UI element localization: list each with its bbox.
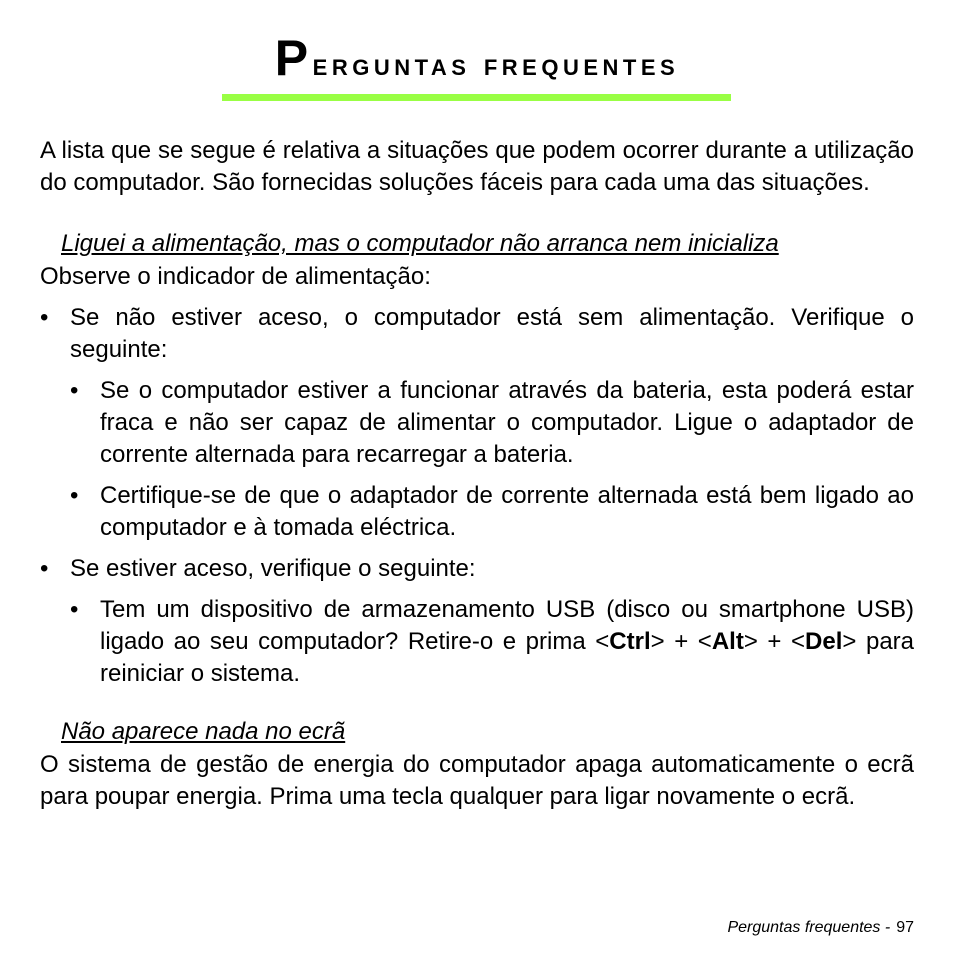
list-item-text: Se não estiver aceso, o computador está sem alimentação. Verifique o seguinte:	[70, 304, 914, 363]
power-lead-text: Observe o indicador de alimentação:	[40, 263, 431, 290]
key-alt: Alt	[711, 628, 744, 655]
bullet-icon: •	[70, 596, 79, 623]
page-title	[0, 28, 954, 94]
footer-label: Perguntas frequentes -	[727, 919, 891, 936]
bullet-icon: •	[40, 304, 49, 331]
key-del: Del	[805, 628, 843, 655]
sub-checklist	[70, 594, 914, 690]
power-checklist	[40, 302, 914, 690]
key-ctrl: Ctrl	[609, 628, 651, 655]
list-item	[40, 302, 914, 544]
page-title-initial: P	[274, 30, 313, 86]
key-separator: > + <	[650, 628, 712, 655]
sub-checklist	[70, 375, 914, 544]
intro-paragraph: A lista que se segue é relativa a situações que podem ocorrer durante a utilização do computador. São fornecidas soluções fáceis para cada uma das situações.	[40, 137, 914, 196]
blank-screen-paragraph: O sistema de gestão de energia do computador apaga automaticamente o ecrã para poupar energia. Prima uma tecla qualquer para ligar novamente o ecrã.	[40, 751, 914, 810]
page-number: 97	[896, 919, 914, 936]
main-content	[40, 135, 914, 813]
list-item	[40, 553, 914, 690]
section-title-blank-screen: Não aparece nada no ecrã	[61, 718, 346, 745]
page-footer	[727, 918, 914, 938]
list-item-text-start: Tem um dispositivo de armazenamento USB (disco ou smartphone USB) ligado ao seu computador? Retire-o e prima <	[100, 596, 914, 655]
list-item-text: Certifique-se de que o adaptador de corrente alternada está bem ligado ao computador e à tomada eléctrica.	[100, 482, 914, 541]
list-item	[70, 594, 914, 690]
bullet-icon: •	[70, 377, 79, 404]
section-title-power: Liguei a alimentação, mas o computador não arranca nem inicializa	[61, 230, 779, 257]
page-title-rest: erguntas frequentes	[312, 46, 680, 82]
title-underline-bar	[222, 94, 731, 101]
list-item-text: Se estiver aceso, verifique o seguinte:	[70, 555, 476, 582]
key-separator: > + <	[743, 628, 806, 655]
list-item-text: Se o computador estiver a funcionar através da bateria, esta poderá estar fraca e não ser capaz de alimentar o computador. Ligue o adaptador de corrente alternada para recarregar a bateria.	[100, 377, 914, 468]
list-item	[70, 375, 914, 471]
bullet-icon: •	[40, 555, 49, 582]
list-item-text-end: > para reiniciar o sistema.	[100, 628, 915, 687]
list-item	[70, 480, 914, 544]
bullet-icon: •	[70, 482, 79, 509]
